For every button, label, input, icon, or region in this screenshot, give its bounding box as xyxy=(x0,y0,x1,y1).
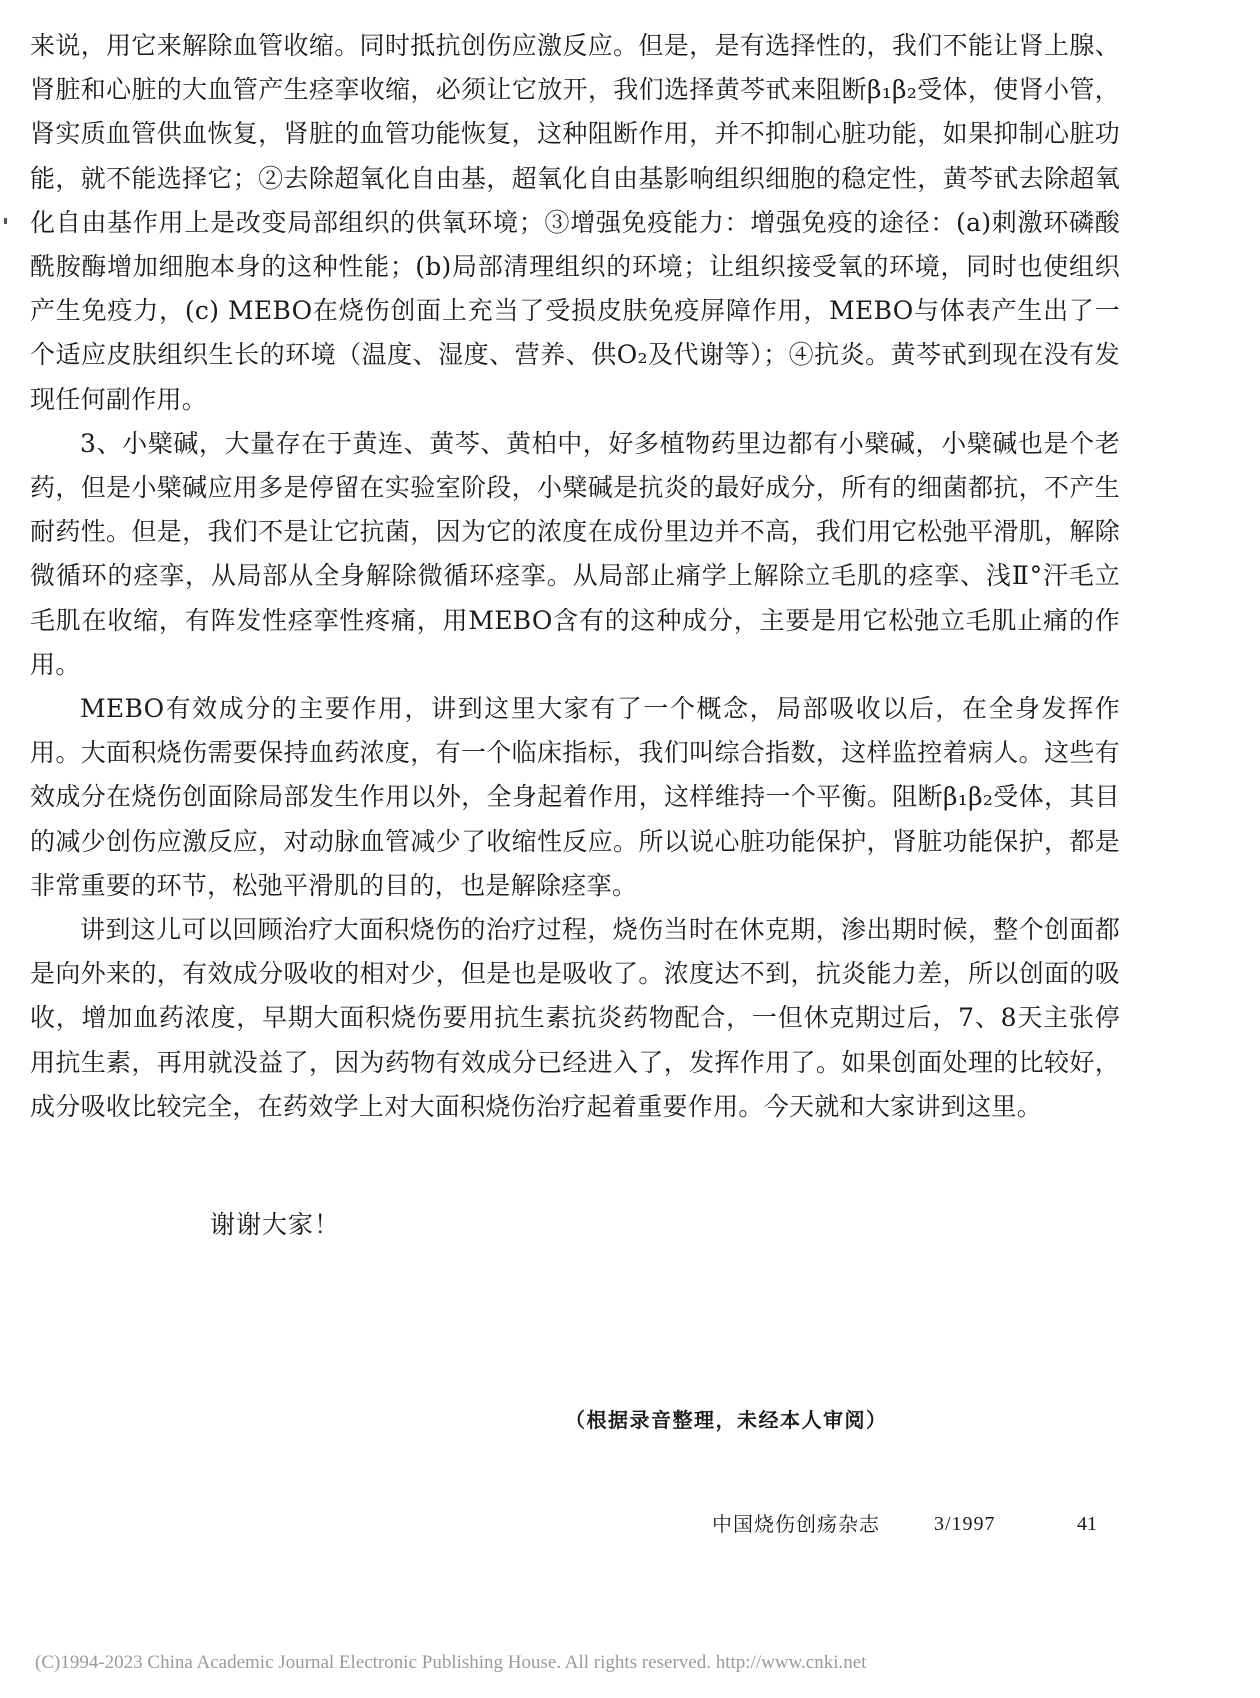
footer-journal-name: 中国烧伤创疡杂志 xyxy=(712,1512,880,1536)
footer-issue: 3/1997 xyxy=(934,1513,996,1535)
article-body xyxy=(30,24,1120,1129)
paragraph-continuation: 来说，用它来解除血管收缩。同时抵抗创伤应激反应。但是，是有选择性的，我们不能让肾上腺、肾脏和心脏的大血管产生痉挛收缩，必须让它放开，我们选择黄芩甙来阻断β₁β₂受体，使肾小管，肾实质血管供血恢复，肾脏的血管功能恢复，这种阻断作用，并不抑制心脏功能，如果抑制心脏功能，就不能选择它；②去除超氧化自由基，超氧化自由基影响组织细胞的稳定性，黄芩甙去除超氧化自由基作用上是改变局部组织的供氧环境；③增强免疫能力：增强免疫的途径：(a)刺激环磷酸酰胺酶增加细胞本身的这种性能；(b)局部清理组织的环境；让组织接受氧的环境，同时也使组织产生免疫力，(c) MEBO在烧伤创面上充当了受损皮肤免疫屏障作用，MEBO与体表产生出了一个适应皮肤组织生长的环境（温度、湿度、营养、供O₂及代谢等）；④抗炎。黄芩甙到现在没有发现任何副作用。 xyxy=(30,31,1120,414)
copyright-line: (C)1994-2023 China Academic Journal Electronic Publishing House. All rights reserved. http://www.cnki.net xyxy=(35,1652,867,1673)
paragraph-mebo-effects: MEBO有效成分的主要作用，讲到这里大家有了一个概念，局部吸收以后，在全身发挥作用。大面积烧伤需要保持血药浓度，有一个临床指标，我们叫综合指数，这样监控着病人。这些有效成分在烧伤创面除局部发生作用以外，全身起着作用，这样维持一个平衡。阻断β₁β₂受体，其目的减少创伤应激反应，对动脉血管减少了收缩性反应。所以说心脏功能保护，肾脏功能保护，都是非常重要的环节，松弛平滑肌的目的，也是解除痉挛。 xyxy=(30,694,1120,900)
transcription-note: （根据录音整理，未经本人审阅） xyxy=(565,1408,888,1432)
margin-mark xyxy=(4,218,7,224)
paragraph-treatment-review: 讲到这儿可以回顾治疗大面积烧伤的治疗过程，烧伤当时在休克期，渗出期时候，整个创面都是向外来的，有效成分吸收的相对少，但是也是吸收了。浓度达不到，抗炎能力差，所以创面的吸收，增加血药浓度，早期大面积烧伤要用抗生素抗炎药物配合，一但休克期过后，7、8天主张停用抗生素，再用就没益了，因为药物有效成分已经进入了，发挥作用了。如果创面处理的比较好，成分吸收比较完全，在药效学上对大面积烧伤治疗起着重要作用。今天就和大家讲到这里。 xyxy=(30,915,1120,1121)
footer-page-number: 41 xyxy=(1077,1513,1097,1535)
paragraph-berberine: 3、小檗碱，大量存在于黄连、黄芩、黄柏中，好多植物药里边都有小檗碱，小檗碱也是个老药，但是小檗碱应用多是停留在实验室阶段，小檗碱是抗炎的最好成分，所有的细菌都抗，不产生耐药性。但是，我们不是让它抗菌，因为它的浓度在成份里边并不高，我们用它松弛平滑肌，解除微循环的痉挛，从局部从全身解除微循环痉挛。从局部止痛学上解除立毛肌的痉挛、浅Ⅱ°汗毛立毛肌在收缩，有阵发性痉挛性疼痛，用MEBO含有的这种成分，主要是用它松弛立毛肌止痛的作用。 xyxy=(30,428,1120,679)
closing-thanks: 谢谢大家！ xyxy=(210,1210,341,1239)
